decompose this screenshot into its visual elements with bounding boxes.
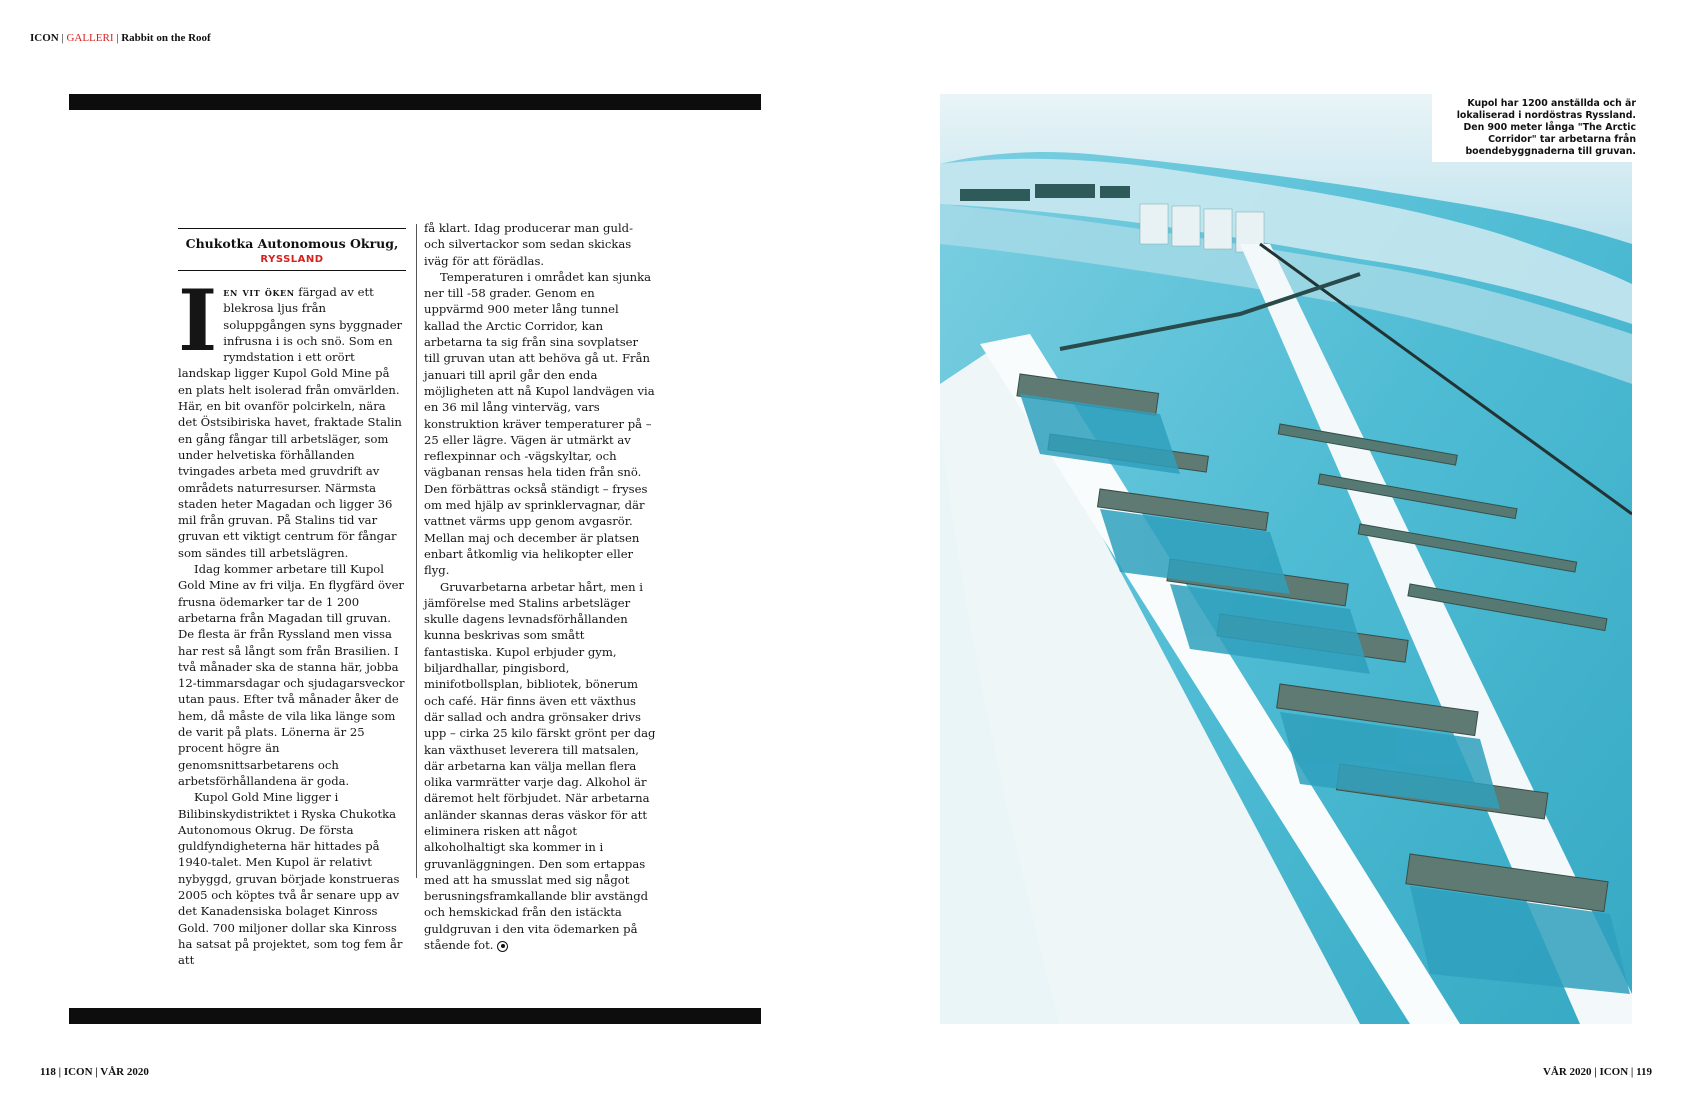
series-label: Rabbit on the Roof [121,32,211,44]
dropcap: I [178,271,218,370]
column-rule [416,224,417,878]
folio-left: 118 | ICON | VÅR 2020 [40,1066,149,1078]
aerial-photo-illustration [940,94,1632,1024]
section-label: GALLERI [66,32,114,44]
photo-caption: Kupol har 1200 anställda och är lokaliserad i nordöstras Ryssland. Den 900 meter långa "The Arctic Corridor" tar arbetarna från boendebyggnaderna till gruvan. [1432,94,1642,162]
aerial-photo [940,94,1632,1024]
end-mark-icon [497,941,508,952]
body-paragraph-2: Idag kommer arbetare till Kupol Gold Mine av fri vilja. En flygfärd över frusna ödemarker tar de 1 200 arbetarna från Magadan till gruvan. De flesta är från Ryssland men vissa har rest så långt som från Brasilien. I två månader ska de stanna här, jobba 12-timmarsdagar och sjudagarsveckor utan paus. Efter två månader åker de hem, då måste de vila lika länge som de varit på plats. Lönerna är 25 procent högre än genomsnittsarbetarens och arbetsförhållandena är goda. [178,562,405,788]
location-rule-top [178,228,406,229]
country-label: RYSSLAND [260,254,324,265]
lead-smallcaps: en vit öken [223,285,295,299]
article-column-1 [178,271,406,968]
running-header [30,32,211,44]
lead-text: färgad av ett blekrosa ljus från soluppgången syns byggnader infrusna i is och snö. Som en rymdstation i ett orört landskap ligger Kupol Gold Mine på en plats helt isolerad från omvärlden. Här, en bit ovanför polcirkeln, nära det Östsibiriska havet, fraktade Stalin en gång fångar till arbetsläger, som under helvetiska förhållanden tvingades arbeta med gruvdrift av områdets naturresurser. Närmsta staden heter Magadan och ligger 36 mil från gruvan. På Stalins tid var gruvan ett viktigt centrum för fångar som sändes till arbetslägren. [178,285,403,560]
body-paragraph-3: Kupol Gold Mine ligger i Bilibinskydistriktet i Ryska Chukotka Autonomous Okrug. De första guldfyndigheterna här hittades på 1940-talet. Men Kupol är relativt nybyggd, gruvan började konstrueras 2005 och köptes två år senare upp av det Kanadensiska bolaget Kinross Gold. 700 miljoner dollar ska Kinross ha satsat på projektet, som tog fem år att [178,790,403,968]
top-black-bar [69,94,761,110]
body-paragraph-5-text: Gruvarbetarna arbetar hårt, men i jämförelse med Stalins arbetsläger skulle dagens levnadsförhållanden kunna beskrivas som smått fantastiska. Kupol erbjuder gym, biljardhallar, pingisbord, minifotbollsplan, bibliotek, bönerum och café. Här finns även ett växthus där sallad och andra grönsaker drivs upp – cirka 25 kilo färskt grönt per dag kan växthuset leverera till matsalen, där arbetarna kan välja mellan flera olika varmrätter varje dag. Alkohol är däremot helt förbjudet. När arbetarna anländer skannas deras väskor för att eliminera risken att något alkoholhaltigt ska kommer in i gruvanläggningen. Den som ertappas med att ha smusslat med sig något berusningsframkallande blir avstängd och hemskickad från den istäckta guldgruvan i den vita ödemarken på stående fot. [424,579,656,953]
body-paragraph-5 [424,579,656,954]
brand-label: ICON [30,32,59,44]
header-separator: | [113,32,122,44]
header-separator: | [58,32,67,44]
article-column-2 [424,220,656,953]
body-paragraph-3-cont: få klart. Idag producerar man guld- och silvertackor som sedan skickas iväg för att förädlas. [424,221,633,268]
body-paragraph-4: Temperaturen i området kan sjunka ner till -58 grader. Genom en uppvärmd 900 meter lång tunnel kallad the Arctic Corridor, kan arbetarna ta sig från sina sovplatser till gruvan utan att behöva gå ut. Från januari till april går den enda möjligheten att nå Kupol landvägen via en 36 mil lång vinterväg, vars konstruktion kräver temperaturer på –25 eller lägre. Vägen är utmärkt av reflexpinnar och -vägskyltar, och vägbanan rensas hela tiden från snö. Den förbättras också ständigt – fryses om med hjälp av sprinklervagnar, där vattnet värms upp genom avgasrör. Mellan maj och december är platsen enbart åtkomlig via helikopter eller flyg. [424,269,655,578]
location-heading: Chukotka Autonomous Okrug, [185,236,399,251]
bottom-black-bar [69,1008,761,1024]
folio-right: VÅR 2020 | ICON | 119 [1542,1066,1652,1078]
